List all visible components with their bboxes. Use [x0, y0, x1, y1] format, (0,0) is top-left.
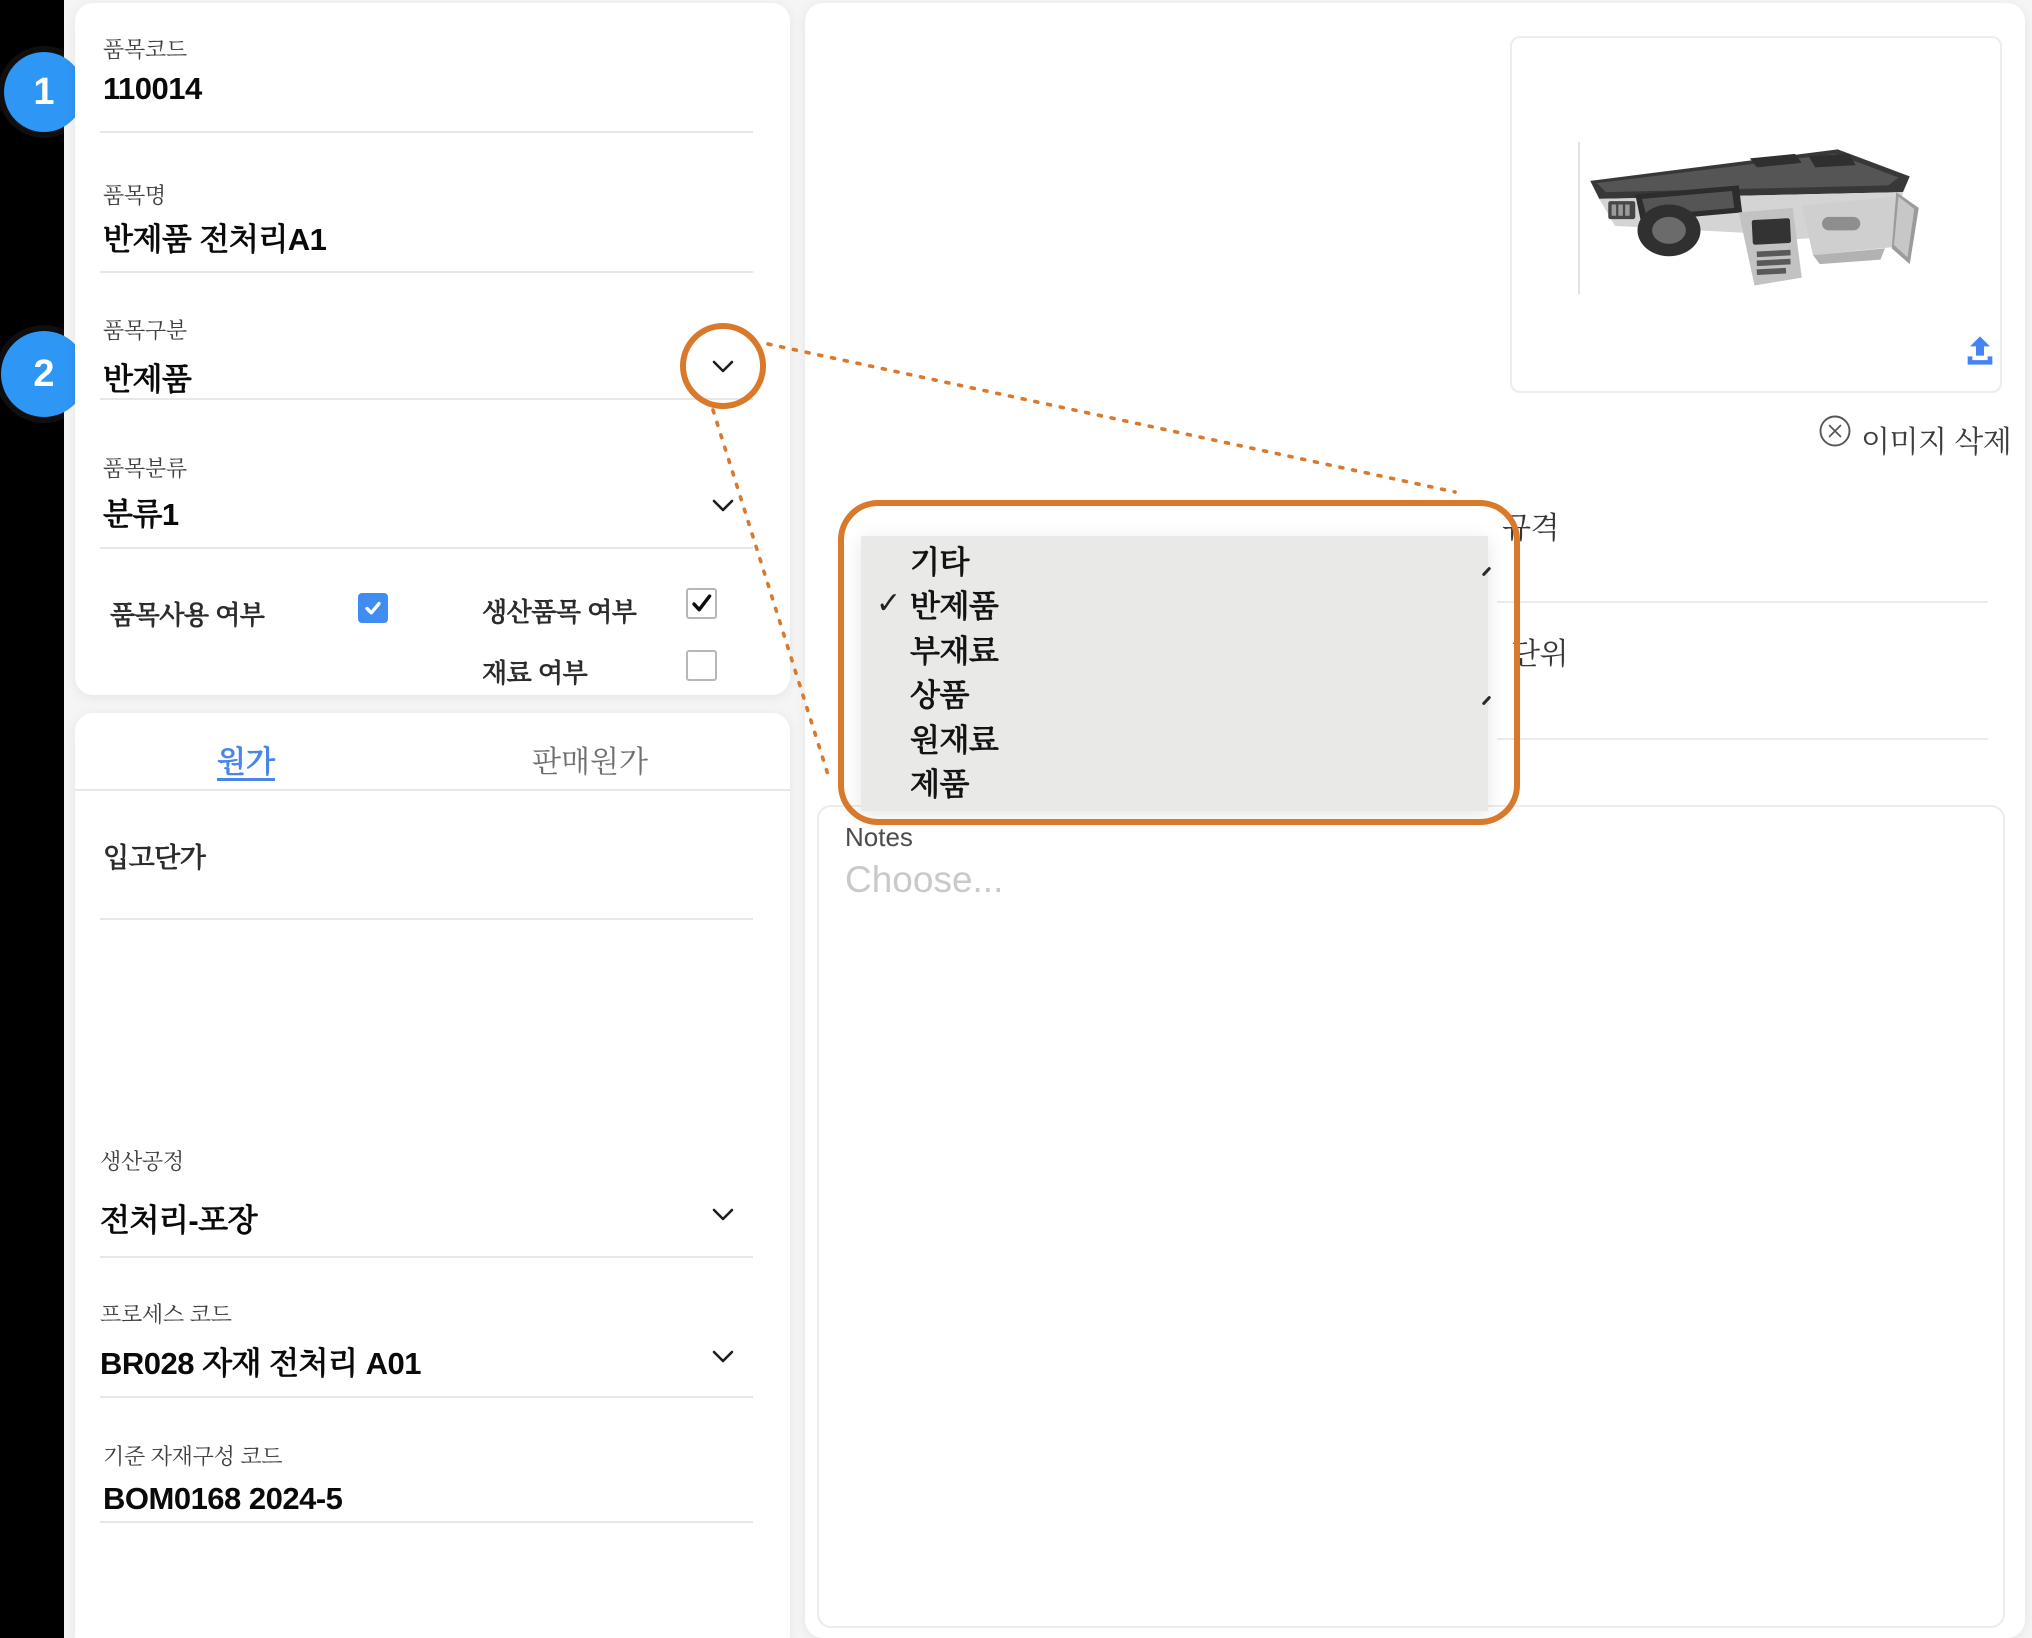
chevron-down-icon[interactable]: [712, 1208, 734, 1222]
divider: [100, 1396, 753, 1398]
callout-circle: [680, 323, 766, 409]
callout-rectangle: [838, 500, 1520, 825]
divider: [100, 1256, 753, 1258]
divider: [100, 1521, 753, 1523]
chevron-down-icon[interactable]: [712, 499, 734, 513]
badge-1-number: 1: [33, 70, 55, 113]
option-label: 상품: [910, 678, 969, 714]
item-name-value[interactable]: 반제품 전처리A1: [103, 222, 327, 257]
spec-underline: [1497, 601, 1988, 603]
production-item-checkbox-label: 생산품목 여부: [482, 597, 637, 627]
divider: [100, 131, 753, 133]
left-edge-strip: [0, 0, 64, 1638]
divider: [100, 271, 753, 273]
delete-image-label[interactable]: 이미지 삭제: [1861, 426, 2012, 459]
delete-image-icon[interactable]: [1818, 414, 1852, 448]
tab-cost[interactable]: 원가: [217, 746, 275, 779]
divider: [100, 547, 753, 549]
spec-label: 규격: [1502, 512, 1559, 545]
tab-divider: [75, 789, 790, 791]
production-process-value[interactable]: 전처리-포장: [100, 1203, 258, 1238]
divider: [100, 918, 753, 920]
item-code-label: 품목코드: [103, 37, 187, 62]
unit-label: 단위: [1511, 638, 1568, 671]
option-label: 제품: [910, 767, 969, 803]
divider: [100, 398, 753, 400]
inbound-price-label: 입고단가: [103, 843, 206, 873]
chevron-down-icon[interactable]: [712, 1350, 734, 1364]
bom-code-value[interactable]: BOM0168 2024-5: [103, 1481, 343, 1516]
option-label: 원재료: [910, 722, 999, 758]
use-item-checkbox-label: 품목사용 여부: [110, 600, 265, 630]
material-checkbox-label: 재료 여부: [482, 658, 588, 688]
annotation-badge-1: [4, 52, 84, 132]
item-class-label: 품목분류: [103, 456, 187, 481]
option-label: 반제품: [910, 589, 999, 625]
unit-underline: [1497, 738, 1988, 740]
use-item-checkbox[interactable]: [358, 593, 388, 623]
process-code-value[interactable]: BR028 자재 전처리 A01: [100, 1346, 421, 1381]
item-code-value[interactable]: 110014: [103, 71, 202, 106]
production-item-checkbox[interactable]: [686, 588, 717, 619]
production-process-label: 생산공정: [100, 1149, 184, 1174]
notes-label: Notes: [845, 822, 913, 852]
item-type-value[interactable]: 반제품: [103, 362, 192, 397]
dashboard-image: [1570, 128, 1930, 308]
item-type-label: 품목구분: [103, 318, 187, 343]
option-label: 부재료: [910, 633, 999, 669]
check-icon: ✓: [876, 587, 901, 621]
tab-sales-cost[interactable]: 판매원가: [532, 746, 648, 779]
process-code-label: 프로세스 코드: [100, 1302, 232, 1327]
badge-2-number: 2: [33, 352, 55, 395]
upload-icon[interactable]: [1960, 332, 2000, 372]
item-class-value[interactable]: 분류1: [103, 497, 179, 532]
item-image-card: [1510, 36, 2002, 393]
option-label: 기타: [910, 544, 969, 580]
item-name-label: 품목명: [103, 183, 166, 208]
notes-placeholder[interactable]: Choose...: [845, 859, 1004, 900]
material-checkbox[interactable]: [686, 650, 717, 681]
bom-code-label: 기준 자재구성 코드: [103, 1444, 283, 1469]
notes-box[interactable]: [817, 805, 2005, 1628]
cost-card: [75, 713, 790, 1638]
item-image: [1570, 128, 1930, 308]
